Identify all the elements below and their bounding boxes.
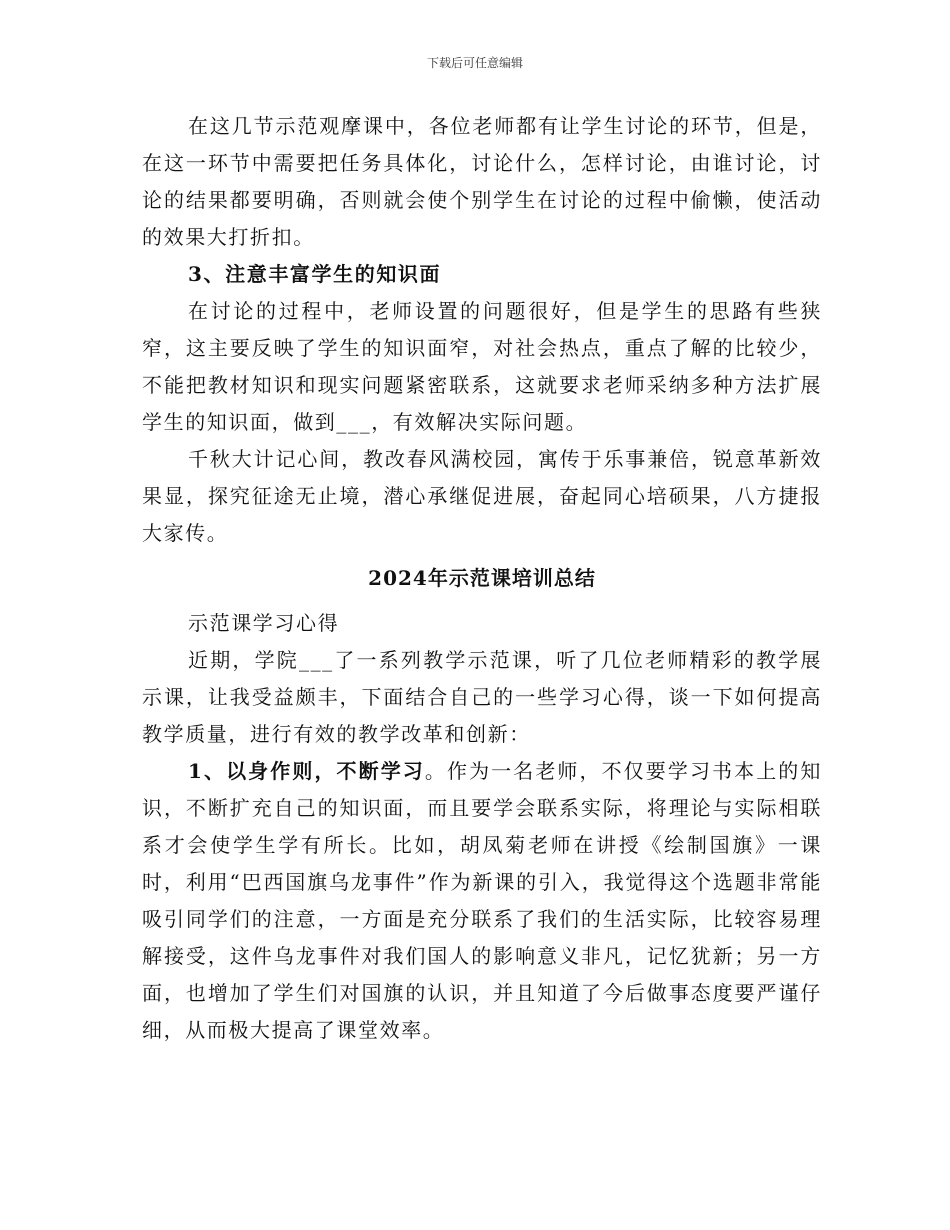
document-body <box>142 108 822 1049</box>
paragraph-poem: 千秋大计记心间，教改春风满校园，寓传于乐事兼倍，锐意革新效果显，探究征途无止境，潜心承继促进展，奋起同心培硕果，八方捷报大家传。 <box>142 447 822 545</box>
paragraph-lead-by-example <box>142 753 822 1049</box>
heading-knowledge-scope: 3、注意丰富学生的知识面 <box>188 262 442 286</box>
paragraph-discussion-tasks: 在这几节示范观摩课中，各位老师都有让学生讨论的环节，但是，在这一环节中需要把任务具体化，讨论什么，怎样讨论，由谁讨论，讨论的结果都要明确，否则就会使个别学生在讨论的过程中偷懒，使活动的效果大打折扣。 <box>142 114 822 249</box>
page-header: 下载后可任意编辑 <box>426 56 523 70</box>
point-1-heading: 1、以身作则，不断学习 <box>188 759 425 783</box>
paragraph-knowledge-scope: 在讨论的过程中，老师设置的问题很好，但是学生的思路有些狭窄，这主要反映了学生的知识面窄，对社会热点，重点了解的比较少，不能把教材知识和现实问题紧密联系，这就要求老师采纳多种方法扩展学生的知识面，做到___，有效解决实际问题。 <box>142 299 822 434</box>
section-title: 2024年示范课培训总结 <box>368 566 596 590</box>
section-subtitle: 示范课学习心得 <box>188 611 340 635</box>
paragraph-intro: 近期，学院___了一系列教学示范课，听了几位老师精彩的教学展示课，让我受益颇丰，下面结合自己的一些学习心得，谈一下如何提高教学质量，进行有效的教学改革和创新： <box>142 648 822 746</box>
point-1-text: 。作为一名老师，不仅要学习书本上的知识，不断扩充自己的知识面，而且要学会联系实际，将理论与实际相联系才会使学生学有所长。比如，胡凤菊老师在讲授《绘制国旗》一课时，利用“巴西国旗乌龙事件”作为新课的引入，我觉得这个选题非常能吸引同学们的注意，一方面是充分联系了我们的生活实际，比较容易理解接受，这件乌龙事件对我们国人的影响意义非凡，记忆犹新；另一方面，也增加了学生们对国旗的认识，并且知道了今后做事态度要严谨仔细，从而极大提高了课堂效率。 <box>142 759 822 1042</box>
